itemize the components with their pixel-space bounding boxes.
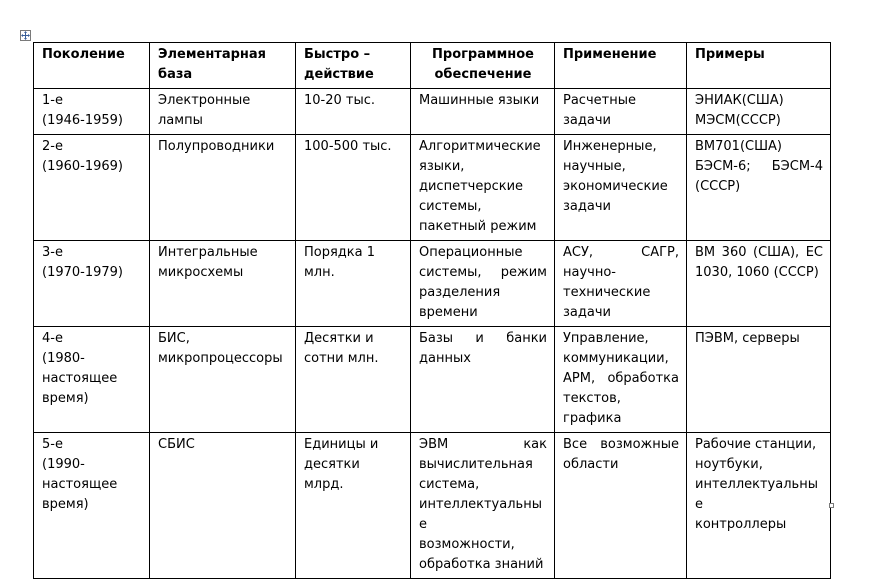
- cell-examples: ПЭВМ, серверы: [687, 327, 831, 433]
- cell-generation: 5-е (1990- настоящее время): [34, 433, 150, 579]
- header-element-base: Элементарная база: [150, 43, 296, 89]
- cell-application: Расчетные задачи: [555, 89, 687, 135]
- table-row: [34, 327, 831, 433]
- table-row: [34, 89, 831, 135]
- cell-generation: 4-е (1980- настоящее время): [34, 327, 150, 433]
- cell-application: Инженерные, научные, экономические задачи: [555, 135, 687, 241]
- cell-speed: 100-500 тыс.: [296, 135, 411, 241]
- cell-application: Управление, коммуникации, АРМ, обработка текстов, графика: [555, 327, 687, 433]
- cell-examples: ВМ 360 (США), ЕС 1030, 1060 (СССР): [687, 241, 831, 327]
- cell-software: Операционные системы, режим разделения времени: [411, 241, 555, 327]
- cell-examples: ВМ701(США) БЭСМ-6; БЭСМ-4 (СССР): [687, 135, 831, 241]
- header-software: Программное обеспечение: [411, 43, 555, 89]
- cell-software: ЭВМ как вычислительная система, интеллектуальные возможности, обработка знаний: [411, 433, 555, 579]
- header-application: Применение: [555, 43, 687, 89]
- cell-speed: 10-20 тыс.: [296, 89, 411, 135]
- cell-base: Интегральные микросхемы: [150, 241, 296, 327]
- cell-base: СБИС: [150, 433, 296, 579]
- cell-application: АСУ, САГР, научно- технические задачи: [555, 241, 687, 327]
- cell-base: Полупроводники: [150, 135, 296, 241]
- header-generation: Поколение: [34, 43, 150, 89]
- header-examples: Примеры: [687, 43, 831, 89]
- cell-software: Базы и банки данных: [411, 327, 555, 433]
- computer-generations-table: [33, 42, 831, 579]
- cell-generation: 2-е (1960-1969): [34, 135, 150, 241]
- table-row: [34, 135, 831, 241]
- cell-examples: Рабочие станции, ноутбуки, интеллектуальные контроллеры: [687, 433, 831, 579]
- cell-base: Электронные лампы: [150, 89, 296, 135]
- table-move-handle-icon[interactable]: [20, 30, 31, 41]
- cell-software: Алгоритмические языки, диспетчерские системы, пакетный режим: [411, 135, 555, 241]
- table-header-row: [34, 43, 831, 89]
- cell-generation: 1-е (1946-1959): [34, 89, 150, 135]
- header-speed: Быстро – действие: [296, 43, 411, 89]
- cell-speed: Десятки и сотни млн.: [296, 327, 411, 433]
- cell-base: БИС, микропроцессоры: [150, 327, 296, 433]
- cell-speed: Порядка 1 млн.: [296, 241, 411, 327]
- cell-examples: ЭНИАК(США) МЭСМ(СССР): [687, 89, 831, 135]
- table-resize-handle[interactable]: [829, 503, 834, 508]
- table-row: [34, 433, 831, 579]
- cell-speed: Единицы и десятки млрд.: [296, 433, 411, 579]
- table-row: [34, 241, 831, 327]
- cell-application: Все возможные области: [555, 433, 687, 579]
- cell-software: Машинные языки: [411, 89, 555, 135]
- cell-generation: 3-е (1970-1979): [34, 241, 150, 327]
